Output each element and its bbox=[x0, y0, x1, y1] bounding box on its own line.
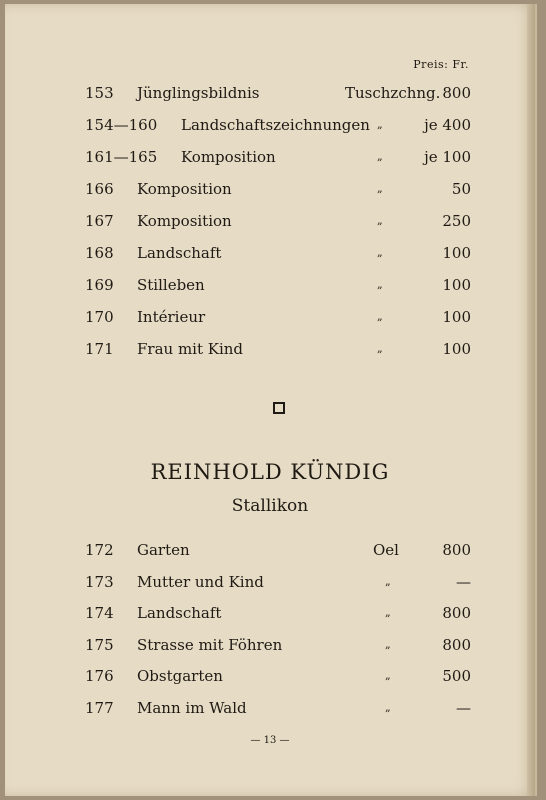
item-title: Garten bbox=[137, 541, 190, 559]
list-item bbox=[85, 208, 471, 234]
item-price: 250 bbox=[442, 212, 471, 230]
item-medium: „ bbox=[385, 606, 391, 619]
item-number: 174 bbox=[85, 604, 114, 622]
list-item bbox=[85, 632, 471, 658]
item-medium: „ bbox=[377, 278, 383, 291]
item-medium: „ bbox=[385, 575, 391, 588]
item-medium: „ bbox=[377, 118, 383, 131]
item-title: Frau mit Kind bbox=[137, 340, 244, 358]
item-number: 168 bbox=[85, 244, 114, 262]
item-title: Jünglingsbildnis bbox=[137, 84, 260, 102]
item-title: Intérieur bbox=[137, 308, 206, 326]
section-divider bbox=[273, 402, 285, 414]
item-price: 800 bbox=[442, 636, 471, 654]
item-title: Strasse mit Föhren bbox=[137, 636, 283, 654]
item-price: 500 bbox=[442, 667, 471, 685]
item-price: 800 bbox=[442, 84, 471, 102]
item-price: — bbox=[456, 573, 471, 591]
item-price: 800 bbox=[442, 541, 471, 559]
item-title: Komposition bbox=[137, 180, 232, 198]
item-price: 100 bbox=[442, 244, 471, 262]
item-number: 167 bbox=[85, 212, 114, 230]
item-medium: Tuschzchng. bbox=[345, 84, 441, 102]
item-number: 161—165 bbox=[85, 148, 158, 166]
item-number: 170 bbox=[85, 308, 114, 326]
item-medium: „ bbox=[377, 214, 383, 227]
page-edge bbox=[527, 4, 535, 796]
item-title: Komposition bbox=[137, 212, 232, 230]
item-medium: „ bbox=[377, 342, 383, 355]
item-price: 100 bbox=[442, 276, 471, 294]
item-price: — bbox=[456, 699, 471, 717]
item-price: 800 bbox=[442, 604, 471, 622]
list-item bbox=[85, 144, 471, 170]
price-column-header: Preis: Fr. bbox=[413, 58, 469, 71]
artist-place: Stallikon bbox=[231, 496, 309, 516]
item-number: 172 bbox=[85, 541, 114, 559]
item-medium: „ bbox=[385, 701, 391, 714]
list-item bbox=[85, 272, 471, 298]
list-item bbox=[85, 304, 471, 330]
list-item bbox=[85, 600, 471, 626]
list-item bbox=[85, 537, 471, 563]
item-price: je 100 bbox=[424, 148, 471, 166]
item-number: 177 bbox=[85, 699, 114, 717]
list-item bbox=[85, 176, 471, 202]
item-medium: „ bbox=[385, 669, 391, 682]
catalog-page bbox=[5, 4, 535, 796]
item-title: Komposition bbox=[181, 148, 276, 166]
item-title: Stilleben bbox=[137, 276, 205, 294]
item-price: je 400 bbox=[424, 116, 471, 134]
item-medium: „ bbox=[377, 310, 383, 323]
item-number: 154—160 bbox=[85, 116, 158, 134]
item-medium: „ bbox=[377, 150, 383, 163]
list-item bbox=[85, 112, 471, 138]
page-number: — 13 — bbox=[250, 735, 290, 746]
item-title: Obstgarten bbox=[137, 667, 223, 685]
item-number: 166 bbox=[85, 180, 114, 198]
item-price: 50 bbox=[451, 180, 471, 198]
item-number: 176 bbox=[85, 667, 114, 685]
list-item bbox=[85, 695, 471, 721]
item-price: 100 bbox=[442, 308, 471, 326]
item-number: 169 bbox=[85, 276, 114, 294]
item-title: Landschaft bbox=[137, 604, 222, 622]
list-item bbox=[85, 663, 471, 689]
list-item bbox=[85, 569, 471, 595]
artist-name: REINHOLD KÜNDIG bbox=[150, 460, 390, 484]
item-title: Mutter und Kind bbox=[137, 573, 264, 591]
item-number: 171 bbox=[85, 340, 114, 358]
list-item bbox=[85, 80, 471, 106]
item-title: Landschaft bbox=[137, 244, 222, 262]
list-item bbox=[85, 240, 471, 266]
list-item bbox=[85, 336, 471, 362]
item-number: 175 bbox=[85, 636, 114, 654]
item-number: 153 bbox=[85, 84, 114, 102]
item-medium: „ bbox=[385, 638, 391, 651]
item-price: 100 bbox=[442, 340, 471, 358]
item-title: Mann im Wald bbox=[137, 699, 247, 717]
item-medium: Oel bbox=[373, 541, 399, 559]
item-number: 173 bbox=[85, 573, 114, 591]
item-title: Landschaftszeichnungen bbox=[181, 116, 370, 134]
item-medium: „ bbox=[377, 246, 383, 259]
item-medium: „ bbox=[377, 182, 383, 195]
